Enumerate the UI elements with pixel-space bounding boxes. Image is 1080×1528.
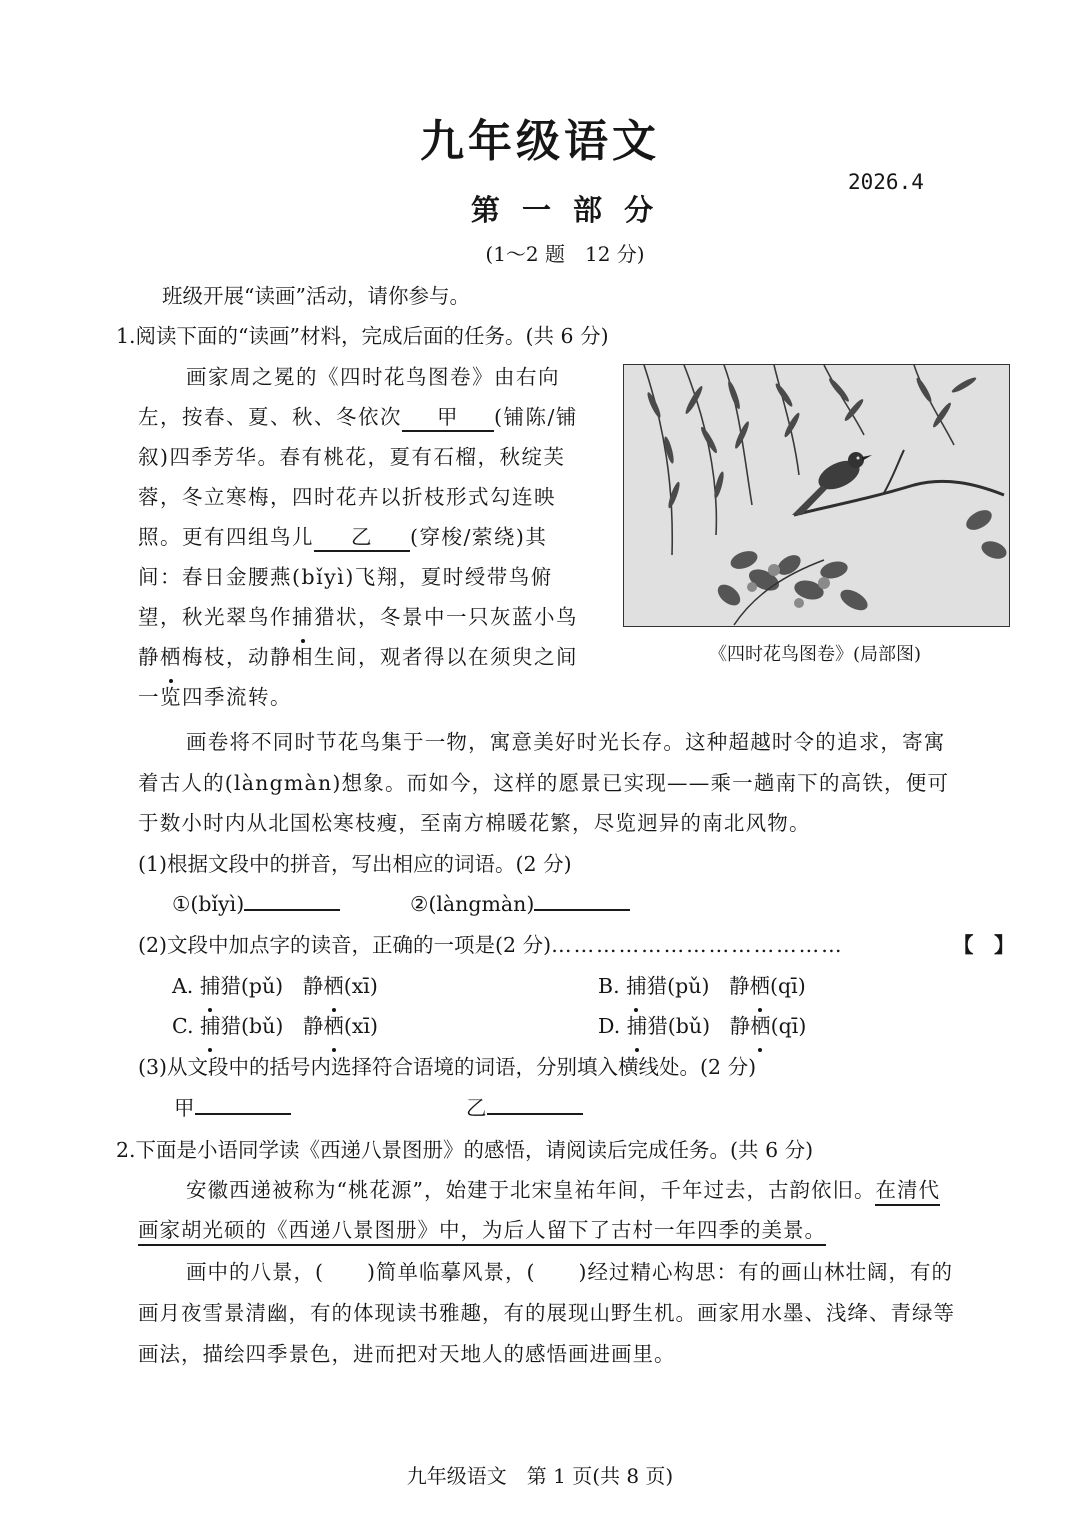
blank-yi[interactable]: 乙 bbox=[314, 524, 410, 552]
painting-figure bbox=[623, 364, 1010, 627]
q1-p1-line5b: (穿梭/萦绕)其 bbox=[410, 525, 548, 549]
option-b[interactable] bbox=[598, 966, 806, 1006]
option-word2a: 静 bbox=[729, 974, 750, 998]
bird-and-flowers-image bbox=[624, 365, 1009, 626]
option-dotted-char: 栖 bbox=[323, 966, 344, 1006]
q1-p1-line8 bbox=[138, 637, 578, 677]
intro-text: 班级开展“读画”活动，请你参与。 bbox=[162, 284, 470, 308]
option-word1: 猎(bǔ) bbox=[220, 1014, 284, 1038]
sub1-b-label: ②(làngmàn) bbox=[410, 892, 535, 916]
q1-p1-line5 bbox=[138, 517, 547, 557]
option-d[interactable] bbox=[598, 1006, 806, 1046]
blank-jia[interactable]: 甲 bbox=[402, 404, 494, 432]
q1-p1-line5a: 照。更有四组鸟儿 bbox=[138, 525, 314, 549]
q1-p1-line3: 叙)四季芳华。春有桃花，夏有石榴，秋绽芙 bbox=[138, 445, 566, 469]
q1-p2-line2: 着古人的(làngmàn)想象。而如今，这样的愿景已实现——乘一趟南下的高铁，便可 bbox=[138, 771, 950, 795]
figure-caption: 《四时花鸟图卷》(局部图) bbox=[708, 644, 922, 665]
q1-p1-line8b: 梅枝，动静相生间，观者得以在须臾之间 bbox=[182, 645, 578, 669]
option-word2a: 静 bbox=[729, 1014, 751, 1038]
option-dotted-char: 捕 bbox=[200, 1006, 221, 1046]
part-heading: 第 一 部 分 bbox=[470, 193, 660, 227]
sub1-a-label: ①(bǐyì) bbox=[172, 892, 245, 916]
q1-p1-line2 bbox=[138, 397, 578, 437]
q1-stem: 1.阅读下面的“读画”材料，完成后面的任务。(共 6 分) bbox=[116, 324, 609, 348]
option-word2a: 静 bbox=[302, 974, 324, 998]
q2-stem: 2.下面是小语同学读《西递八景图册》的感悟，请阅读后完成任务。(共 6 分) bbox=[116, 1138, 814, 1162]
option-letter: B. bbox=[598, 974, 620, 998]
q2-p1-line1a: 安徽西递被称为“桃花源”，始建于北宋皇祐年间，千年过去，古韵依旧。 bbox=[186, 1178, 876, 1202]
option-dotted-char: 捕 bbox=[200, 966, 221, 1006]
option-word1: 猎(pǔ) bbox=[220, 974, 284, 998]
option-dotted-char: 栖 bbox=[750, 1006, 771, 1046]
option-word1: 猎(pǔ) bbox=[646, 974, 710, 998]
option-word2c: (xī) bbox=[343, 1014, 379, 1038]
option-letter: D. bbox=[598, 1014, 621, 1038]
page-title: 九年级语文 bbox=[420, 116, 660, 167]
q2-p1-line2 bbox=[138, 1210, 826, 1250]
q1-p1-line6: 间：春日金腰燕(bǐyì)飞翔，夏时绶带鸟俯 bbox=[138, 565, 553, 589]
q2-underlined-sentence: 画家胡光硕的《西递八景图册》中，为后人留下了古村一年四季的美景。 bbox=[138, 1218, 826, 1246]
q1-sub2-stem bbox=[138, 925, 844, 965]
q1-sub3-a bbox=[174, 1088, 291, 1128]
q2-p2-line3: 画法，描绘四季景色，进而把对天地人的感悟画进画里。 bbox=[138, 1342, 676, 1366]
option-word2a: 静 bbox=[302, 1014, 324, 1038]
option-dotted-char: 栖 bbox=[323, 1006, 344, 1046]
q1-sub1-stem: (1)根据文段中的拼音，写出相应的词语。(2 分) bbox=[138, 852, 572, 876]
q1-p1-line8a: 静 bbox=[138, 645, 160, 669]
sub2-stem-text: (2)文段中加点字的读音，正确的一项是(2 分) bbox=[138, 933, 552, 957]
q1-sub1-b bbox=[410, 884, 630, 924]
q1-p2-line1: 画卷将不同时节花鸟集于一物，寓意美好时光长存。这种超越时令的追求，寄寓 bbox=[186, 730, 946, 754]
q1-p1-line7 bbox=[138, 597, 578, 637]
option-word2c: (qī) bbox=[770, 1014, 807, 1038]
option-word2c: (xī) bbox=[343, 974, 378, 998]
q2-underlined-start: 在清代 bbox=[875, 1178, 940, 1206]
q1-p1-line7a: 望，秋光翠鸟作 bbox=[138, 605, 292, 629]
q2-p1-line1 bbox=[186, 1170, 940, 1210]
q2-p2-line1: 画中的八景，( )简单临摹风景，( )经过精心构思：有的画山林壮阔，有的 bbox=[186, 1260, 953, 1284]
q1-p1-line4: 蓉，冬立寒梅，四时花卉以折枝形式勾连映 bbox=[138, 485, 556, 509]
q1-sub3-b bbox=[466, 1088, 583, 1128]
q1-p2-line3: 于数小时内从北国松寒枝瘦，至南方棉暖花繁，尽览迥异的南北风物。 bbox=[138, 811, 811, 835]
q2-p2-line2: 画月夜雪景清幽，有的体现读书雅趣，有的展现山野生机。画家用水墨、浅绛、青绿等 bbox=[138, 1301, 955, 1325]
answer-blank-jia[interactable] bbox=[195, 1089, 291, 1115]
question-range: (1～2 题 12 分) bbox=[485, 242, 645, 266]
sub3-a-label: 甲 bbox=[174, 1096, 195, 1120]
page-footer: 九年级语文 第 1 页(共 8 页) bbox=[406, 1464, 674, 1488]
option-c[interactable] bbox=[172, 1006, 378, 1046]
dotted-char-qi: 栖 bbox=[160, 637, 182, 677]
exam-date: 2026.4 bbox=[848, 170, 924, 194]
option-letter: C. bbox=[172, 1014, 194, 1038]
sub2-dot-leader: ………………………………… bbox=[551, 933, 844, 957]
answer-bracket[interactable]: 【 】 bbox=[953, 933, 1015, 957]
option-dotted-char: 捕 bbox=[626, 966, 647, 1006]
sub3-b-label: 乙 bbox=[466, 1096, 487, 1120]
option-letter: A. bbox=[172, 974, 194, 998]
option-dotted-char: 捕 bbox=[627, 1006, 648, 1046]
q1-p1-line2b: (铺陈/铺 bbox=[494, 405, 578, 429]
option-dotted-char: 栖 bbox=[750, 966, 771, 1006]
option-word1: 猎(bǔ) bbox=[647, 1014, 711, 1038]
q1-p1-line2a: 左，按春、夏、秋、冬依次 bbox=[138, 405, 402, 429]
q1-sub3-stem: (3)从文段中的括号内选择符合语境的词语，分别填入横线处。(2 分) bbox=[138, 1055, 757, 1079]
answer-blank-biyi[interactable] bbox=[244, 885, 340, 911]
q1-p1-line1: 画家周之冕的《四时花鸟图卷》由右向 bbox=[186, 365, 560, 389]
option-word2c: (qī) bbox=[770, 974, 806, 998]
q1-p1-line9: 一览四季流转。 bbox=[138, 685, 292, 709]
answer-blank-yi[interactable] bbox=[487, 1089, 583, 1115]
q1-sub1-a bbox=[172, 884, 340, 924]
answer-blank-langman[interactable] bbox=[534, 885, 630, 911]
dotted-char-bu: 捕 bbox=[292, 597, 314, 637]
q1-p1-line7b: 猎状，冬景中一只灰蓝小鸟 bbox=[314, 605, 578, 629]
option-a[interactable] bbox=[172, 966, 378, 1006]
